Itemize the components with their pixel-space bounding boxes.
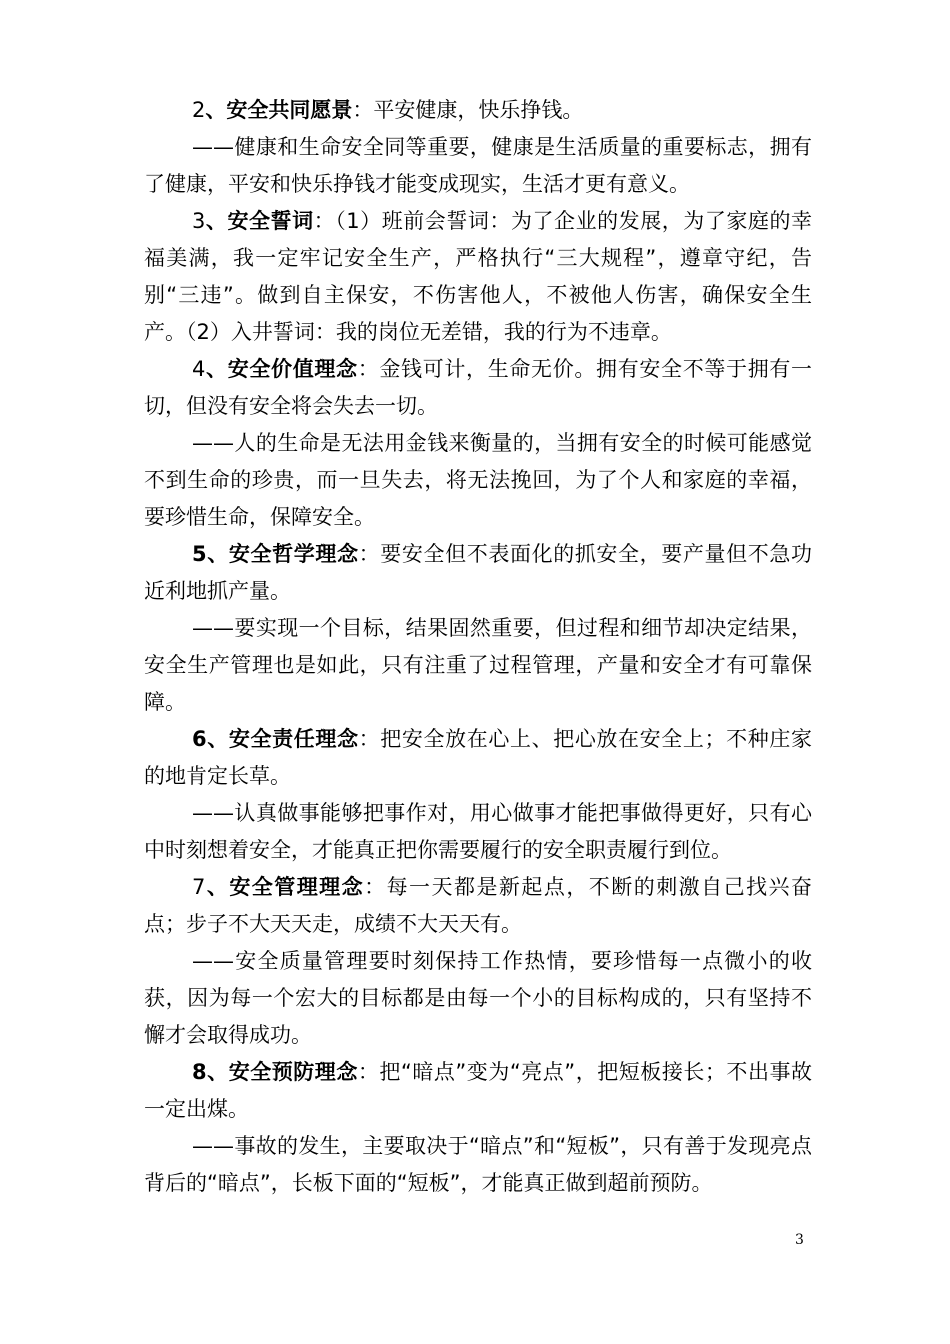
paragraph-oath (144, 203, 812, 351)
paragraph-responsibility (144, 721, 812, 795)
section-title: 、安全价值理念 (205, 357, 358, 381)
paragraph-prevention (144, 1054, 812, 1128)
item-number: 5 (192, 542, 207, 566)
page-number: 3 (795, 1232, 804, 1248)
section-title: 8、安全预防理念 (192, 1060, 358, 1084)
paragraph-text: ——事故的发生，主要取决于“暗点”和“短板”，只有善于发现亮点背后的“暗点”，长板下面的“短板”，才能真正做到超前预防。 (144, 1134, 812, 1195)
item-number: 3 (192, 209, 206, 233)
item-number: 7 (192, 875, 206, 899)
item-number: 2 (192, 98, 206, 122)
paragraph-text: ——健康和生命安全同等重要，健康是生活质量的重要标志，拥有了健康，平安和快乐挣钱才能变成现实，生活才更有意义。 (144, 135, 812, 196)
paragraph-text: ——安全质量管理要时刻保持工作热情，要珍惜每一点微小的收获，因为每一个宏大的目标都是由每一个小的目标构成的，只有坚持不懈才会取得成功。 (144, 949, 812, 1047)
paragraph-text: ——要实现一个目标，结果固然重要，但过程和细节却决定结果，安全生产管理也是如此，只有注重了过程管理，产量和安全才有可靠保障。 (144, 616, 812, 714)
paragraph-text: ：把安全放在心上、把心放在安全上；不种庄家的地肯定长草。 (144, 727, 813, 788)
paragraph-text: ：平安健康，快乐挣钱。 (352, 98, 584, 122)
section-title: 、安全管理理念 (205, 875, 365, 899)
paragraph-explanation (144, 1128, 812, 1202)
paragraph-explanation (144, 795, 812, 869)
paragraph-philosophy (144, 536, 812, 610)
paragraph-management (144, 869, 812, 943)
paragraph-explanation (144, 943, 812, 1054)
item-number: 4 (192, 357, 206, 381)
item-number: 6 (192, 727, 207, 751)
paragraph-text: ——人的生命是无法用金钱来衡量的，当拥有安全的时候可能感觉不到生命的珍贵，而一旦失去，将无法挽回，为了个人和家庭的幸福，要珍惜生命，保障安全。 (144, 431, 812, 529)
paragraph-vision (144, 92, 812, 129)
paragraph-text: ——认真做事能够把事作对，用心做事才能把事做得更好，只有心中时刻想着安全，才能真正把你需要履行的安全职责履行到位。 (144, 801, 812, 862)
paragraph-value (144, 351, 812, 425)
paragraph-explanation (144, 129, 812, 203)
paragraph-explanation (144, 610, 812, 721)
paragraph-text: ：把“暗点”变为“亮点”，把短板接长；不出事故一定出煤。 (144, 1060, 812, 1121)
section-title: 5、安全哲学理念 (192, 542, 359, 566)
section-title: 、安全誓词 (205, 209, 314, 233)
paragraph-text: ：金钱可计，生命无价。拥有安全不等于拥有一切，但没有安全将会失去一切。 (144, 357, 813, 418)
document-body (144, 92, 812, 1202)
item-number: 8 (192, 1060, 207, 1084)
paragraph-text: ：每一天都是新起点，不断的刺激自己找兴奋点；步子不大天天走，成绩不大天天有。 (144, 875, 813, 936)
paragraph-text: ：要安全但不表面化的抓安全，要产量但不急功近利地抓产量。 (144, 542, 813, 603)
section-title: 6、安全责任理念 (192, 727, 359, 751)
paragraph-text: ：（1）班前会誓词：为了企业的发展，为了家庭的幸福美满，我一定牢记安全生产，严格执行“三大规程”，遵章守纪，告别“三违”。做到自主保安，不伤害他人，不被他人伤害，确保安全生产。（2）入井誓词：我的岗位无差错，我的行为不违章。 (144, 209, 813, 344)
paragraph-explanation (144, 425, 812, 536)
section-title: 、安全共同愿景 (205, 98, 353, 122)
